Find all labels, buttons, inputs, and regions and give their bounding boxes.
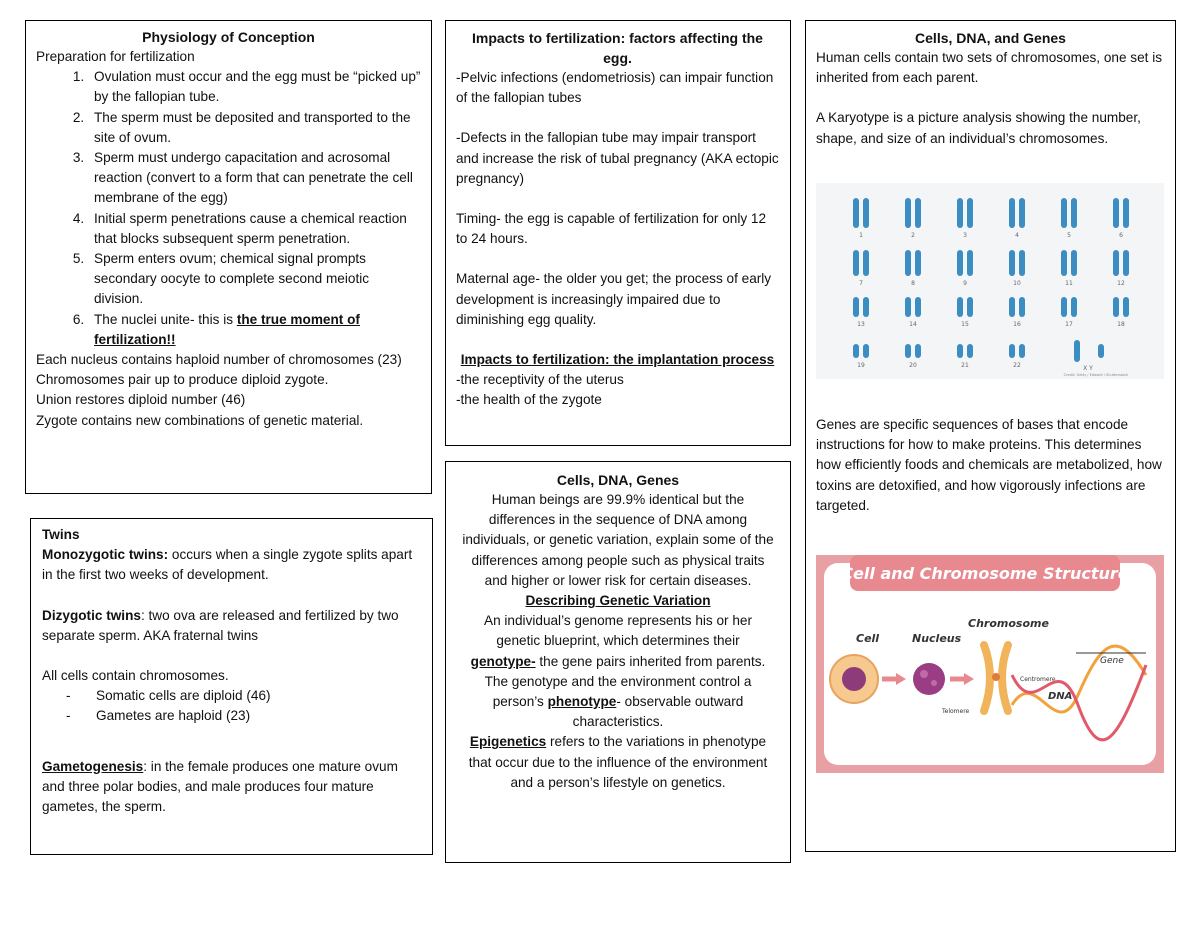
dizygotic-label: Dizygotic twins <box>42 607 141 623</box>
monozygotic-text <box>42 545 422 585</box>
cdg-mid-box <box>445 461 791 863</box>
cdg-mid-title: Cells, DNA, Genes <box>556 472 680 488</box>
twins-box <box>30 518 433 855</box>
chromosome-number-label: 18 <box>1117 321 1125 328</box>
chromosome-number-label: 1 <box>859 232 863 239</box>
chromosome-19 <box>853 344 859 358</box>
impacts-p2: -Defects in the fallopian tube may impair transport and increase the risk of tubal pregnancy (AKA ectopic pregnancy) <box>456 130 779 186</box>
chromosome-number-label: 4 <box>1015 232 1019 239</box>
chromosome-17 <box>1061 297 1067 317</box>
cdg-mid-p3a: The genotype and the environment control a person’s <box>484 673 752 710</box>
chromosome-20 <box>915 344 921 358</box>
karyotype-caption: Credit: Getty / Edward / Shutterstock <box>1063 373 1129 377</box>
monozygotic-desc: occurs when a single zygote splits apart in the first two weeks of development. <box>42 547 413 583</box>
chromosome-11 <box>1061 250 1067 276</box>
cell-figure-title: Cell and Chromosome Structure <box>841 564 1129 583</box>
cell-nucleus-shape <box>842 667 866 691</box>
chromosome-number-label: 21 <box>961 362 969 369</box>
phenotype-term: phenotype <box>547 694 617 710</box>
chromosome-21 <box>957 344 963 358</box>
centromere-shape <box>992 673 1000 681</box>
chromosome-18 <box>1113 297 1119 317</box>
dizygotic-desc: : two ova are released and fertilized by two separate sperm. AKA fraternal twins <box>42 607 399 643</box>
monozygotic-label: Monozygotic twins: <box>42 547 169 563</box>
chromosome-9 <box>957 250 963 276</box>
genetic-variation-title: Describing Genetic Variation <box>525 593 711 609</box>
cells-list-item: - Gametes are haploid (23) <box>66 706 422 726</box>
chromosome-13 <box>853 297 859 317</box>
karyotype-image <box>816 183 1164 379</box>
genes-paragraph <box>816 415 1168 516</box>
twins-title: Twins <box>42 527 80 542</box>
chromosome-7 <box>853 250 859 276</box>
chromosome-3 <box>967 198 973 228</box>
dizygotic-text <box>42 606 422 646</box>
chromosome-13 <box>863 297 869 317</box>
step-item: 2. The sperm must be deposited and transported to the site of ovum. <box>88 108 421 148</box>
after-line: Union restores diploid number (46) <box>36 392 246 408</box>
chromosome-15 <box>957 297 963 317</box>
chromosome-15 <box>967 297 973 317</box>
chromosome-number-label: 20 <box>909 362 917 369</box>
chromosome-5 <box>1061 198 1067 228</box>
label-cell: Cell <box>856 632 880 645</box>
sex-chromosome <box>1098 344 1104 358</box>
chromosome-9 <box>967 250 973 276</box>
chromosome-number-label: 6 <box>1119 232 1123 239</box>
chromosome-22 <box>1009 344 1015 358</box>
xy-label: X Y <box>1083 365 1093 372</box>
genotype-term: genotype- <box>470 653 536 669</box>
nucleus-detail <box>920 670 928 678</box>
cdg-right-p1: Human cells contain two sets of chromosomes, one set is inherited from each parent. <box>816 50 1163 86</box>
chromosome-18 <box>1123 297 1129 317</box>
chromosome-8 <box>905 250 911 276</box>
chromosome-number-label: 7 <box>859 280 863 287</box>
chromosome-number-label: 14 <box>909 321 917 328</box>
cdg-right-title: Cells, DNA, and Genes <box>915 30 1066 46</box>
chromosome-6 <box>1113 198 1119 228</box>
nucleus-detail <box>931 680 937 686</box>
impacts-box <box>445 20 791 446</box>
label-telomere: Telomere <box>942 708 970 715</box>
cells-list-item: - Somatic cells are diploid (46) <box>66 686 422 706</box>
chromosome-1 <box>853 198 859 228</box>
impacts-p4: Maternal age- the older you get; the process of early development is increasingly impaired due to diminishing egg quality. <box>456 271 772 327</box>
label-centromere: Centromere <box>1020 676 1056 683</box>
step-item: 4. Initial sperm penetrations cause a chemical reaction that blocks subsequent sperm penetration. <box>88 209 421 249</box>
cdg-mid-p2 <box>462 611 774 672</box>
physiology-box <box>25 20 432 494</box>
chromosome-14 <box>905 297 911 317</box>
sex-chromosome <box>1074 340 1080 362</box>
chromosome-16 <box>1009 297 1015 317</box>
chromosome-2 <box>915 198 921 228</box>
chromosome-4 <box>1019 198 1025 228</box>
physiology-title: Physiology of Conception <box>142 29 315 45</box>
chromosome-number-label: 19 <box>857 362 865 369</box>
label-nucleus: Nucleus <box>912 632 962 645</box>
chromosome-number-label: 16 <box>1013 321 1021 328</box>
chromosome-1 <box>863 198 869 228</box>
label-dna: DNA <box>1048 691 1073 702</box>
chromosome-7 <box>863 250 869 276</box>
chromosome-19 <box>863 344 869 358</box>
chromosome-2 <box>905 198 911 228</box>
chromosome-number-label: 22 <box>1013 362 1021 369</box>
gametogenesis-label: Gametogenesis <box>42 758 144 774</box>
fertilization-steps <box>36 67 421 350</box>
chromosome-number-label: 11 <box>1065 280 1073 287</box>
implantation-item: -the receptivity of the uterus <box>456 372 624 388</box>
step-item: 5. Sperm enters ovum; chemical signal prompts secondary oocyte to complete second meiotic division. <box>88 249 421 310</box>
chromosome-number-label: 8 <box>911 280 915 287</box>
cells-list <box>42 686 422 726</box>
step6-prefix: The nuclei unite- this is <box>94 311 237 327</box>
chromosome-number-label: 3 <box>963 232 967 239</box>
impacts-p1: -Pelvic infections (endometriosis) can impair function of the fallopian tubes <box>456 70 774 106</box>
chromosome-number-label: 10 <box>1013 280 1021 287</box>
step-item: 3. Sperm must undergo capacitation and acrosomal reaction (convert to a form that can penetrate the cell membrane of the egg) <box>88 148 421 209</box>
step6-emphasis: the true moment of fertilization!! <box>94 311 360 347</box>
chromosome-3 <box>957 198 963 228</box>
label-gene: Gene <box>1100 656 1124 666</box>
chromosome-10 <box>1009 250 1015 276</box>
chromosome-number-label: 17 <box>1065 321 1073 328</box>
nucleus-shape <box>913 663 945 695</box>
chromosome-12 <box>1123 250 1129 276</box>
chromosome-number-label: 2 <box>911 232 915 239</box>
cdg-mid-p1: Human beings are 99.9% identical but the differences in the sequence of DNA among individuals, or genetic variation, explain some of the differences among people such as physical traits and higher or lower risk for certain diseases. <box>462 492 774 588</box>
after-line: Each nucleus contains haploid number of chromosomes (23) <box>36 352 402 368</box>
cells-intro: All cells contain chromosomes. <box>42 668 229 684</box>
chromosome-number-label: 12 <box>1117 280 1125 287</box>
implantation-title: Impacts to fertilization: the implantation process <box>460 352 775 368</box>
cell-structure-figure <box>816 555 1164 773</box>
chromosome-14 <box>915 297 921 317</box>
karyotype-figure <box>816 183 1164 379</box>
cdg-mid-p2b: the gene pairs inherited from parents. <box>535 653 766 669</box>
cdg-right-p3: Genes are specific sequences of bases that encode instructions for how to make proteins. This determines how efficiently foods and chemicals are metabolized, how toxins are detoxified, and how vigorously infections are targeted. <box>816 417 1162 513</box>
chromosome-12 <box>1113 250 1119 276</box>
chromosome-number-label: 15 <box>961 321 969 328</box>
chromosome-5 <box>1071 198 1077 228</box>
label-chromosome: Chromosome <box>968 617 1049 630</box>
chromosome-11 <box>1071 250 1077 276</box>
after-line: Zygote contains new combinations of genetic material. <box>36 412 364 428</box>
chromosome-number-label: 13 <box>857 321 865 328</box>
step-item <box>88 310 421 350</box>
cell-structure-image <box>816 555 1164 773</box>
chromosome-10 <box>1019 250 1025 276</box>
chromosome-6 <box>1123 198 1129 228</box>
chromosome-21 <box>967 344 973 358</box>
epigenetics-term: Epigenetics <box>469 734 547 750</box>
chromosome-number-label: 5 <box>1067 232 1071 239</box>
impacts-p3: Timing- the egg is capable of fertilization for only 12 to 24 hours. <box>456 211 767 247</box>
gametogenesis-text <box>42 757 422 818</box>
cdg-mid-p3 <box>462 672 774 733</box>
cdg-right-p2: A Karyotype is a picture analysis showing the number, shape, and size of an individual’s chromosomes. <box>816 110 1141 146</box>
physiology-intro: Preparation for fertilization <box>36 49 195 64</box>
chromosome-4 <box>1009 198 1015 228</box>
implantation-item: -the health of the zygote <box>456 392 602 408</box>
chromosome-8 <box>915 250 921 276</box>
impacts-title: Impacts to fertilization: factors affecting the egg. <box>472 30 763 66</box>
cdg-mid-p4 <box>462 732 774 793</box>
cdg-mid-p2a: An individual’s genome represents his or her genetic blueprint, which determines their <box>484 613 752 649</box>
chromosome-20 <box>905 344 911 358</box>
gametogenesis-desc: : in the female produces one mature ovum and three polar bodies, and male produces four mature gametes, the sperm. <box>42 758 398 815</box>
chromosome-number-label: 9 <box>963 280 967 287</box>
after-line: Chromosomes pair up to produce diploid zygote. <box>36 372 329 388</box>
cdg-mid-p4b: refers to the variations in phenotype that occur due to the influence of the environment and a person’s lifestyle on genetics. <box>468 734 768 790</box>
chromosome-22 <box>1019 344 1025 358</box>
chromosome-16 <box>1019 297 1025 317</box>
cdg-mid-p3b: - observable outward characteristics. <box>572 694 744 730</box>
step-item: 1. Ovulation must occur and the egg must be “picked up” by the fallopian tube. <box>88 67 421 107</box>
chromosome-17 <box>1071 297 1077 317</box>
